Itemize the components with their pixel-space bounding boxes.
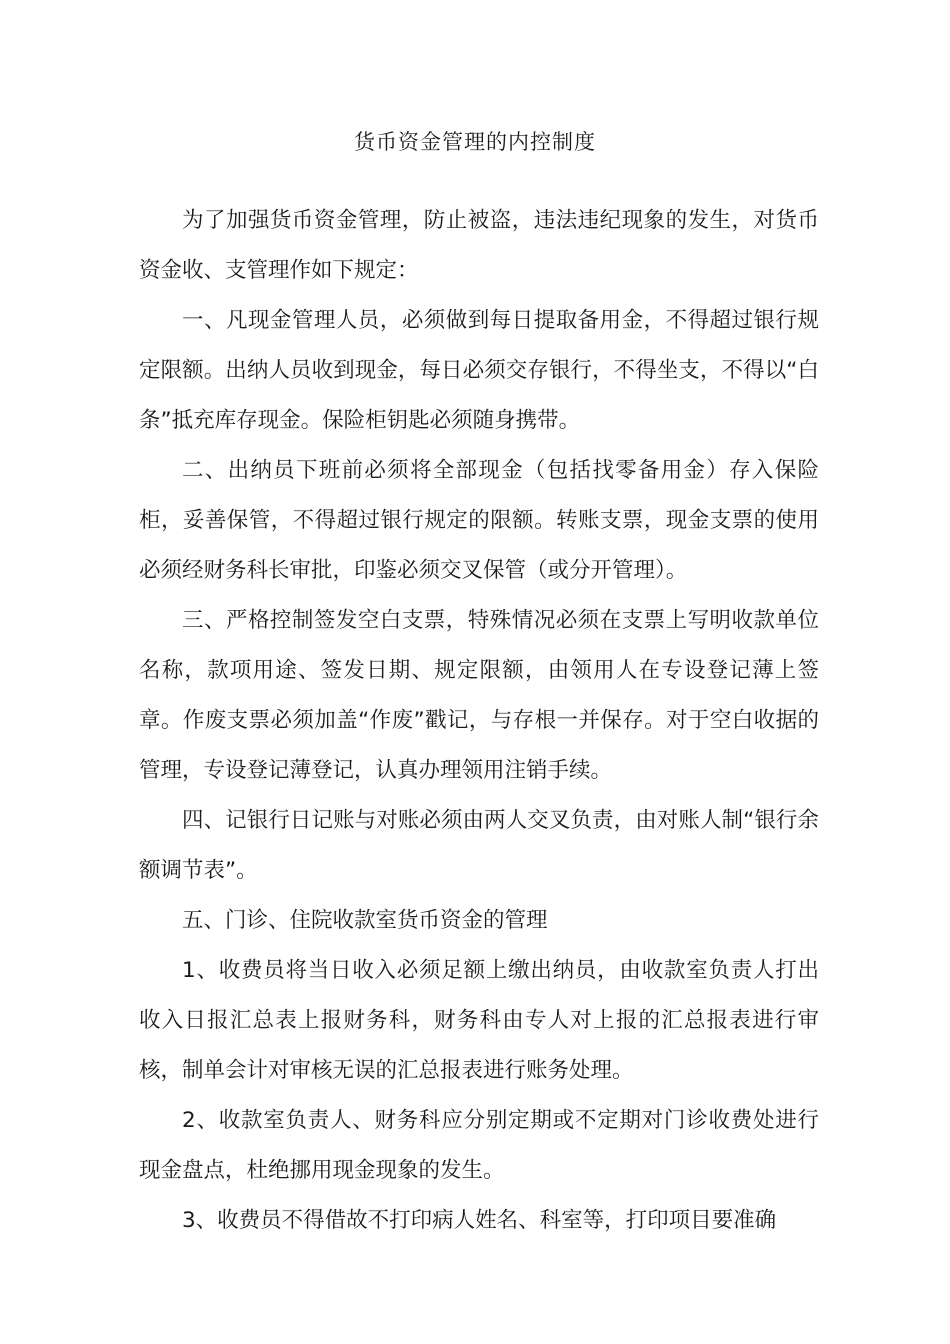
document-title: 货币资金管理的内控制度 — [354, 130, 596, 154]
paragraph-rule-4: 四、记银行日记账与对账必须由两人交叉负责，由对账人制“银行余额调节表”。 — [139, 808, 819, 883]
paragraph-rule-5-item-1: 1、收费员将当日收入必须足额上缴出纳员，由收款室负责人打出收入日报汇总表上报财务科，财务科由专人对上报的汇总报表进行审核，制单会计对审核无误的汇总报表进行账务处理。 — [139, 958, 819, 1083]
paragraph-intro: 为了加强货币资金管理，防止被盗，违法违纪现象的发生，对货币资金收、支管理作如下规定： — [139, 208, 819, 283]
paragraph-rule-5-heading: 五、门诊、住院收款室货币资金的管理 — [182, 908, 548, 933]
paragraph-rule-2: 二、出纳员下班前必须将全部现金（包括找零备用金）存入保险柜，妥善保管，不得超过银行规定的限额。转账支票，现金支票的使用必须经财务科长审批，印鉴必须交叉保管（或分开管理）。 — [139, 458, 819, 583]
document-body — [139, 196, 819, 1246]
paragraph-rule-5-item-3: 3、收费员不得借故不打印病人姓名、科室等，打印项目要准确 — [182, 1208, 777, 1233]
paragraph-rule-1: 一、凡现金管理人员，必须做到每日提取备用金，不得超过银行规定限额。出纳人员收到现金，每日必须交存银行，不得坐支，不得以“白条”抵充库存现金。保险柜钥匙必须随身携带。 — [139, 308, 819, 433]
paragraph-rule-5-item-2: 2、收款室负责人、财务科应分别定期或不定期对门诊收费处进行现金盘点，杜绝挪用现金现象的发生。 — [139, 1108, 819, 1183]
paragraph-rule-3: 三、严格控制签发空白支票，特殊情况必须在支票上写明收款单位名称，款项用途、签发日期、规定限额，由领用人在专设登记薄上签章。作废支票必须加盖“作废”戳记，与存根一并保存。对于空白收据的管理，专设登记薄登记，认真办理领用注销手续。 — [139, 608, 819, 783]
